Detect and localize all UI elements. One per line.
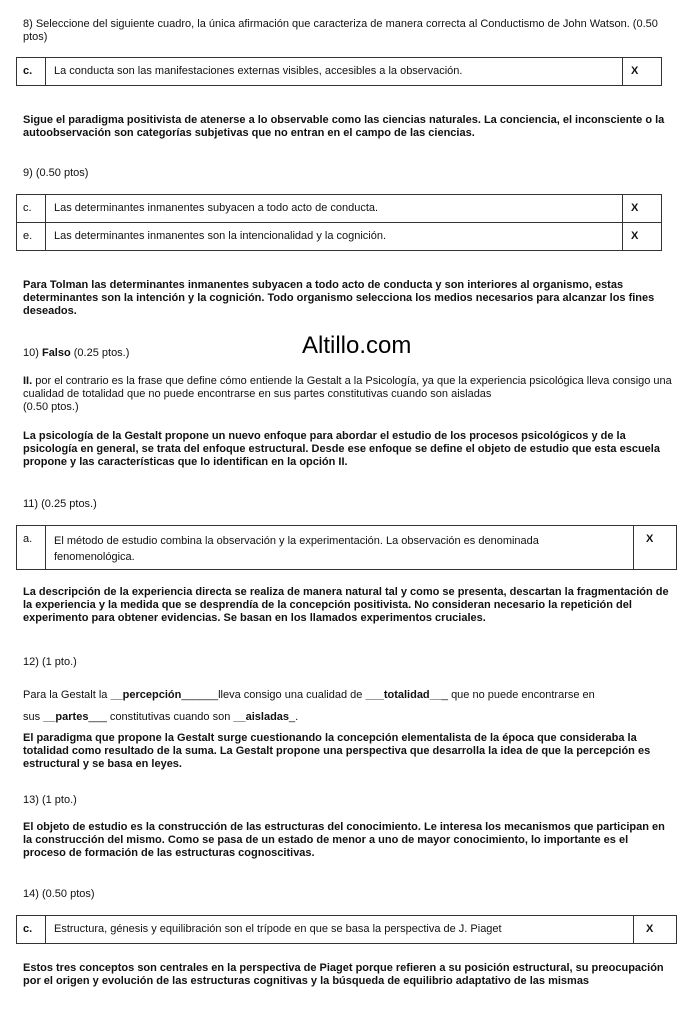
option-letter: c. — [17, 195, 46, 223]
question-8-options-table — [16, 57, 662, 86]
sentence-text: Para la Gestalt la — [23, 689, 108, 701]
statement-text: por el contrario es la frase que define cómo entiende la Gestalt a la Psicología, ya que la experiencia psicológica lleva consigo una cualidad de totalidad que no puede encontrarse en sus partes constitutivas cuando son aisladas — [23, 375, 672, 400]
question-13-explanation: El objeto de estudio es la construcción de las estructuras del conocimiento. Le interesa los mecanismos que participan en la construcción del mismo. Como se pasa de un estado de menor a uno de mayor conocimiento, lo importante es el proceso de formación de las estructuras cognoscitivas. — [23, 821, 665, 859]
question-10-text — [23, 375, 673, 414]
question-11-options-table — [16, 525, 677, 570]
question-13-title: 13) (1 pto.) — [23, 794, 77, 806]
question-12-sentence-line-1 — [23, 689, 683, 702]
table-row — [17, 916, 677, 944]
option-text: La conducta son las manifestaciones externas visibles, accesibles a la observación. — [46, 58, 623, 86]
question-12-sentence-line-2 — [23, 711, 673, 724]
option-mark: X — [623, 58, 662, 86]
question-9-explanation: Para Tolman las determinantes inmanentes subyacen a todo acto de conducta y son interiores al organismo, estas determinantes son la intención y la cognición. Todo organismo selecciona los medios necesarios para alcanzar los fines deseados. — [23, 279, 655, 317]
question-12-title: 12) (1 pto.) — [23, 656, 77, 668]
sentence-text: _. — [289, 711, 299, 723]
question-number: 10) — [23, 347, 39, 359]
sentence-text: _ que no puede encontrarse en — [441, 689, 595, 701]
table-row — [17, 195, 662, 223]
question-14-title: 14) (0.50 ptos) — [23, 888, 95, 900]
option-letter: c. — [17, 58, 46, 86]
question-12-explanation: El paradigma que propone la Gestalt surge cuestionando la concepción elementalista de la época que consideraba la totalidad como resultado de la suma. La Gestalt propone una perspectiva que desarrolla la idea de que la percepción es estructural y se basa en leyes. — [23, 732, 651, 770]
question-9-options-table — [16, 194, 662, 251]
question-8-explanation: Sigue el paradigma positivista de atenerse a lo observable como las ciencias naturales. La conciencia, el inconsciente o la autoobservación son categorías subjetivas que no entran en el campo de las ciencias. — [23, 114, 665, 139]
option-text: Las determinantes inmanentes son la intencionalidad y la cognición. — [46, 223, 623, 251]
question-14-explanation: Estos tres conceptos son centrales en la perspectiva de Piaget porque refieren a su posición estructural, su preocupación por el origen y evolución de las estructuras cognitivas y la búsqueda de equilibrio adaptativo de las mismas — [23, 962, 664, 987]
table-row — [17, 223, 662, 251]
option-mark: X — [623, 223, 662, 251]
question-10-explanation: La psicología de la Gestalt propone un nuevo enfoque para abordar el estudio de los procesos psicológicos y de la psicología en general, se trata del enfoque estructural. Desde ese enfoque se define el objeto de estudio que esta escuela propone y las características que lo identifican en la opción II. — [23, 430, 660, 468]
watermark: Altillo.com — [302, 332, 412, 359]
question-11-explanation: La descripción de la experiencia directa se realiza de manera natural tal y como se presenta, descartan la fragmentación de la experiencia y la medida que se desprendía de la concepción positivista. No consideran necesario la repetición del experimento para obtener evidencias. Se basan en los llamados experimentos cruciales. — [23, 586, 669, 624]
answer-label: Falso — [41, 347, 71, 359]
question-10-title — [23, 347, 673, 360]
question-14-options-table — [16, 915, 677, 944]
answer-blank: ___totalidad__ — [365, 689, 442, 701]
points-label: (0.50 ptos.) — [23, 401, 79, 413]
question-9-title: 9) (0.50 ptos) — [23, 167, 89, 179]
option-letter: e. — [17, 223, 46, 251]
option-mark: X — [634, 526, 677, 570]
sentence-text: ___ constitutivas cuando son — [88, 711, 231, 723]
answer-blank: __partes — [43, 711, 89, 723]
option-mark: X — [634, 916, 677, 944]
option-letter: c. — [17, 916, 46, 944]
answer-blank: __percepción — [110, 689, 182, 701]
table-row — [17, 526, 677, 570]
question-11-title: 11) (0.25 ptos.) — [23, 498, 97, 510]
option-text: Estructura, génesis y equilibración son el trípode en que se basa la perspectiva de J. Piaget — [46, 916, 634, 944]
option-letter: a. — [17, 526, 46, 570]
sentence-text: ______lleva consigo una cualidad de — [181, 689, 363, 701]
option-text: Las determinantes inmanentes subyacen a todo acto de conducta. — [46, 195, 623, 223]
table-row — [17, 58, 662, 86]
option-text: El método de estudio combina la observación y la experimentación. La observación es denominada fenomenológica. — [46, 526, 634, 570]
points-label: (0.25 ptos.) — [73, 347, 130, 359]
option-mark: X — [623, 195, 662, 223]
question-8-title: 8) Seleccione del siguiente cuadro, la única afirmación que caracteriza de manera correcta al Conductismo de John Watson. (0.50 ptos) — [23, 18, 658, 43]
roman-label: II. — [23, 375, 33, 387]
sentence-text: sus — [23, 711, 41, 723]
answer-blank: __aisladas — [233, 711, 290, 723]
